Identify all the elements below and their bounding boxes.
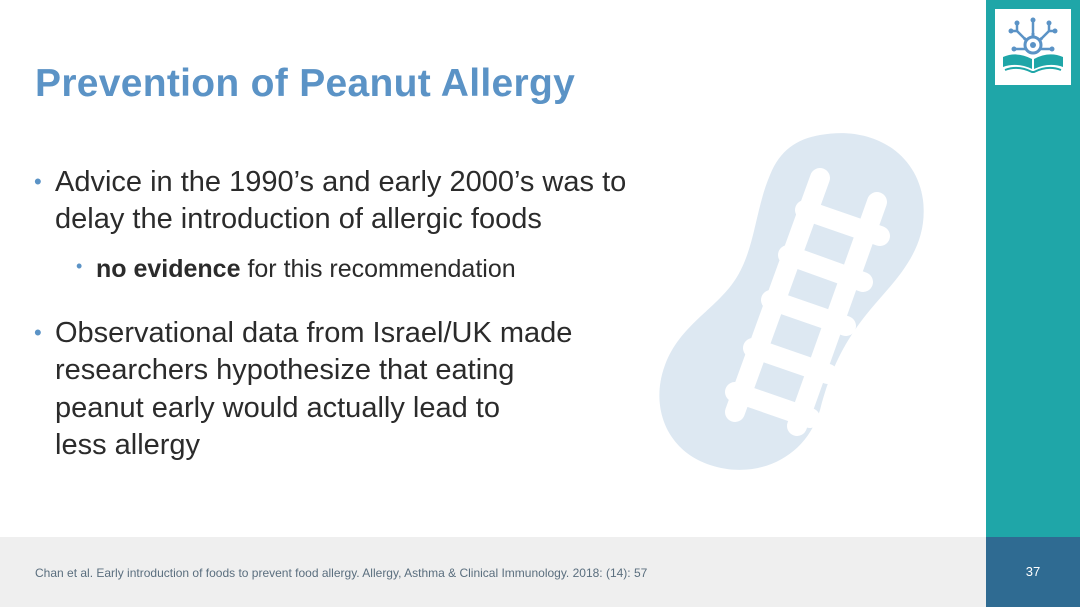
sub-bullet-dot: • [76,256,83,276]
bullet-2-line-4: less allergy [55,429,201,461]
bullet-2-line-1: Observational data from Israel/UK made [55,317,573,349]
bullet-1-line-1: Advice in the 1990’s and early 2000’s was to [55,166,627,198]
book-gears-logo-icon [995,9,1071,85]
bullet-dot: • [34,169,42,194]
sub-bullet-bold: no evidence [96,255,241,283]
bullet-dot: • [34,320,42,345]
sub-bullet-rest: for this recommendation [240,255,516,283]
bullet-1-line-2: delay the introduction of allergic foods [55,203,542,235]
slide-title: Prevention of Peanut Allergy [35,62,576,105]
footer-citation: Chan et al. Early introduction of foods to prevent food allergy. Allergy, Asthma & Clinical Immunology. 2018: (14): 57 [35,566,648,580]
bullet-2-line-2: researchers hypothesize that eating [55,354,515,386]
peanut-illustration-icon [655,130,925,475]
bullet-2-line-3: peanut early would actually lead to [55,392,500,424]
logo [995,9,1071,85]
page-number: 37 [1025,564,1041,579]
sub-bullet-text [96,254,516,284]
